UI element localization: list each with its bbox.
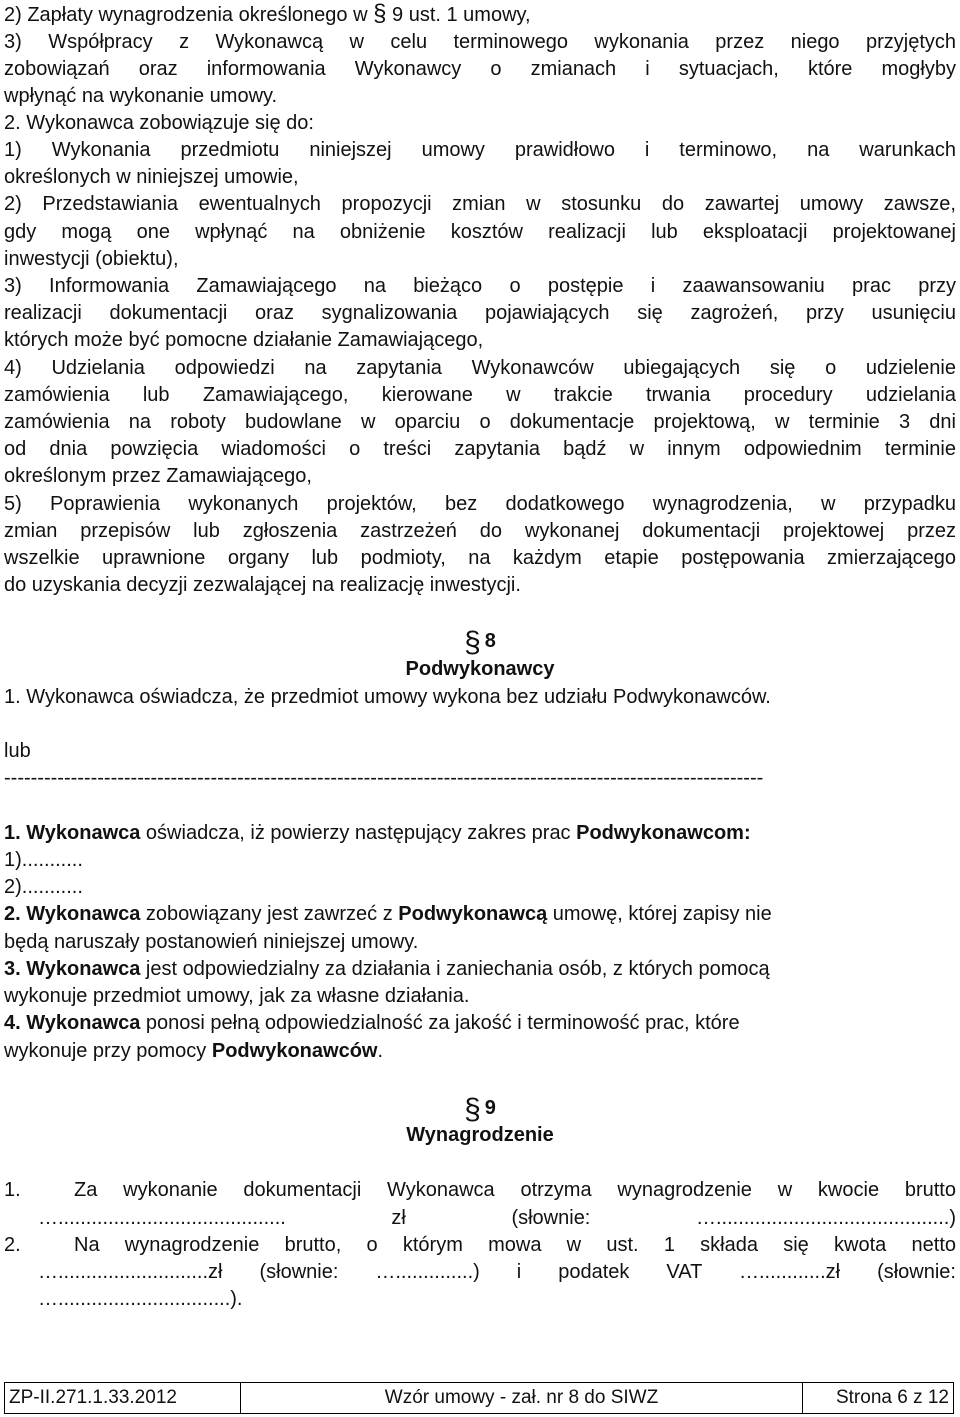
text-line: 1. Wykonawca oświadcza, iż powierzy następujący zakres prac Podwykonawcom:: [4, 822, 751, 844]
text-line: 1) Wykonania przedmiotu niniejszej umowy prawidłowo i terminowo, na warunkach: [4, 139, 956, 161]
text-line: 1. Wykonawca oświadcza, że przedmiot umowy wykona bez udziału Podwykonawców.: [4, 686, 771, 708]
text-line: od dnia powzięcia wiadomości o treści zapytania bądź w innym odpowiednim terminie: [4, 438, 956, 460]
section-title-9: Wynagrodzenie: [406, 1124, 554, 1146]
list-item: 2. Na wynagrodzenie brutto, o którym mowa w ust. 1 składa się kwota netto: [4, 1234, 956, 1256]
text-line: …......................................... zł (słownie: …..........................................): [38, 1207, 956, 1229]
list-item: 1. Za wykonanie dokumentacji Wykonawca otrzyma wynagrodzenie w kwocie brutto: [4, 1179, 956, 1201]
text-line: 3. Wykonawca jest odpowiedzialny za działania i zaniechania osób, z których pomocą: [4, 958, 770, 980]
text-line: do uzyskania decyzji zezwalającej na realizację inwestycji.: [4, 574, 521, 596]
text-line: 3) Informowania Zamawiającego na bieżąco o postępie i zaawansowaniu prac przy: [4, 275, 956, 297]
section-title-8: Podwykonawcy: [405, 658, 555, 680]
text-line: będą naruszały postanowień niniejszej umowy.: [4, 931, 419, 953]
section-heading-9: § 9: [464, 1093, 496, 1126]
text-line: zamówienia na roboty budowlane w oparciu o dokumentacje projektową, w terminie 3 dni: [4, 411, 956, 433]
page-footer: [4, 1382, 954, 1414]
text-line: określonych w niniejszej umowie,: [4, 166, 299, 188]
text-line: gdy mogą one wpłynąć na obniżenie kosztów realizacji lub eksploatacji projektowanej: [4, 221, 956, 243]
text-line: 2) Zapłaty wynagrodzenia określonego w § 9 ust. 1 umowy,: [4, 0, 531, 27]
text-line: wykonuje przedmiot umowy, jak za własne działania.: [4, 985, 470, 1007]
text-line: 2. Wykonawca zobowiązuje się do:: [4, 112, 314, 134]
text-line: określonym przez Zamawiającego,: [4, 465, 312, 487]
text-line: 1)...........: [4, 849, 83, 871]
section-heading-8: § 8: [464, 626, 496, 659]
text-line: których może być pomocne działanie Zamawiającego,: [4, 329, 484, 351]
footer-page-number: Strona 6 z 12: [835, 1387, 949, 1408]
text-line: realizacji dokumentacji oraz sygnalizowania pojawiających się zagrożeń, przy usunięciu: [4, 302, 956, 324]
divider-dashes: ------------------------------------------------------------------------------------------------------------------: [4, 767, 764, 789]
footer-reference: ZP-II.271.1.33.2012: [5, 1383, 241, 1413]
section-symbol: §: [464, 1093, 481, 1126]
text-line: 5) Poprawienia wykonanych projektów, bez dodatkowego wynagrodzenia, w przypadku: [4, 493, 956, 515]
text-line: inwestycji (obiektu),: [4, 248, 179, 270]
text-line: lub: [4, 740, 31, 762]
text-line: …...............................).: [38, 1288, 243, 1310]
text-line: wykonuje przy pomocy Podwykonawców.: [4, 1040, 384, 1062]
section-symbol-inline: §: [373, 0, 387, 27]
text-line: 4. Wykonawca ponosi pełną odpowiedzialność za jakość i terminowość prac, które: [4, 1012, 740, 1034]
section-symbol: §: [464, 626, 481, 659]
text-line: …...........................zł (słownie: …..............) i podatek VAT …............zł (słownie:: [38, 1261, 956, 1283]
footer-title: Wzór umowy - zał. nr 8 do SIWZ: [241, 1383, 803, 1413]
text-line: 2)...........: [4, 876, 83, 898]
text-line: wszelkie uprawnione organy lub podmioty, na każdym etapie postępowania zmierzającego: [4, 547, 956, 569]
text-line: 3) Współpracy z Wykonawcą w celu terminowego wykonania przez niego przyjętych: [4, 31, 956, 53]
text-line: 2. Wykonawca zobowiązany jest zawrzeć z Podwykonawcą umowę, której zapisy nie: [4, 903, 772, 925]
text-line: wpłynąć na wykonanie umowy.: [4, 85, 278, 107]
text-line: 4) Udzielania odpowiedzi na zapytania Wykonawców ubiegających się o udzielenie: [4, 357, 956, 379]
text-line: zamówienia lub Zamawiającego, kierowane w trakcie trwania procedury udzielania: [4, 384, 956, 406]
text-line: 2) Przedstawiania ewentualnych propozycji zmian w stosunku do zawartej umowy zawsze,: [4, 193, 956, 215]
text-line: zobowiązań oraz informowania Wykonawcy o zmianach i sytuacjach, które mogłyby: [4, 58, 956, 80]
text-line: zmian przepisów lub zgłoszenia zastrzeżeń do wykonanej dokumentacji projektowej przez: [4, 520, 956, 542]
